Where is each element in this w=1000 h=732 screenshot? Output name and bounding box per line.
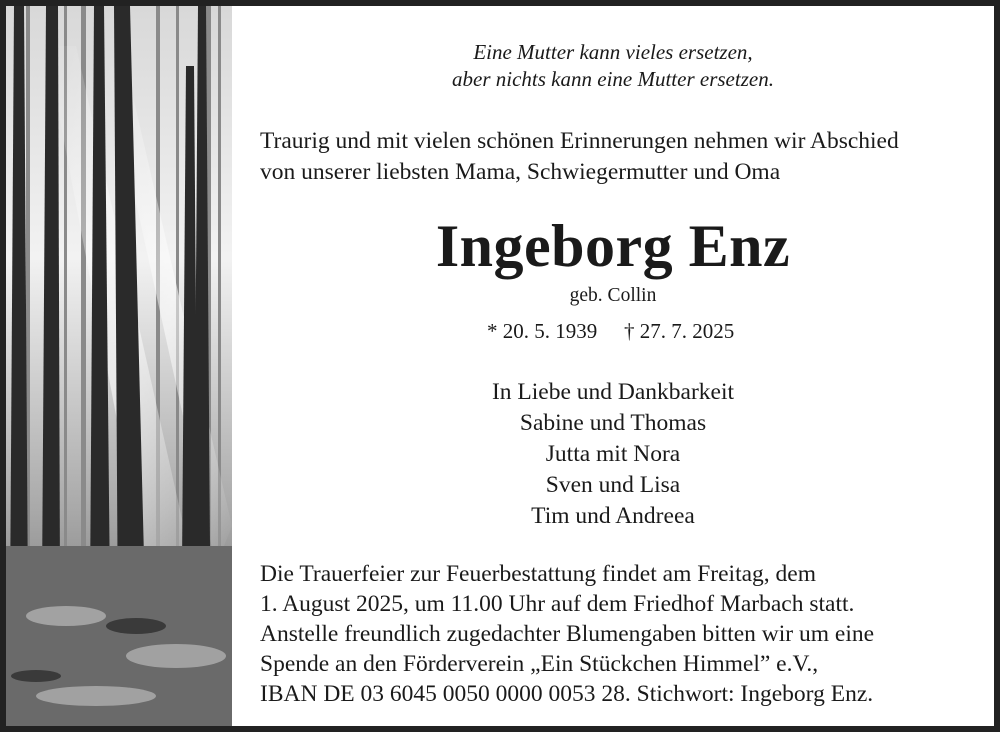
service-line-2: 1. August 2025, um 11.00 Uhr auf dem Friedhof Marbach statt. bbox=[260, 591, 855, 617]
death-date: † 27. 7. 2025 bbox=[624, 319, 735, 343]
intro-line-2: von unserer liebsten Mama, Schwiegermutter und Oma bbox=[260, 159, 781, 185]
mourners-line-5: Tim und Andreea bbox=[531, 503, 695, 529]
birth-date: * 20. 5. 1939 bbox=[487, 319, 598, 343]
mourners-line-3: Jutta mit Nora bbox=[545, 441, 681, 467]
mourners-line-1: In Liebe und Dankbarkeit bbox=[491, 379, 735, 405]
quote-line-1: Eine Mutter kann vieles ersetzen, bbox=[473, 40, 753, 64]
service-line-3: Anstelle freundlich zugedachter Blumengaben bitten wir um eine bbox=[260, 621, 875, 647]
quote-line-2: aber nichts kann eine Mutter ersetzen. bbox=[452, 67, 774, 91]
service-line-5: IBAN DE 03 6045 0050 0000 0053 28. Stichwort: Ingeborg Enz. bbox=[260, 681, 874, 707]
deceased-name: Ingeborg Enz bbox=[435, 213, 791, 279]
mourners-line-4: Sven und Lisa bbox=[545, 472, 681, 498]
mourners-line-2: Sabine und Thomas bbox=[519, 410, 707, 436]
forest-trees-illustration bbox=[6, 6, 232, 726]
notice-text bbox=[232, 6, 994, 726]
forest-photo bbox=[6, 6, 232, 726]
intro-line-1: Traurig und mit vielen schönen Erinnerungen nehmen wir Abschied bbox=[260, 128, 899, 154]
service-line-1: Die Trauerfeier zur Feuerbestattung findet am Freitag, dem bbox=[260, 561, 816, 587]
service-line-4: Spende an den Förderverein „Ein Stückchen Himmel” e.V., bbox=[260, 651, 819, 677]
birth-name: geb. Collin bbox=[569, 285, 657, 306]
